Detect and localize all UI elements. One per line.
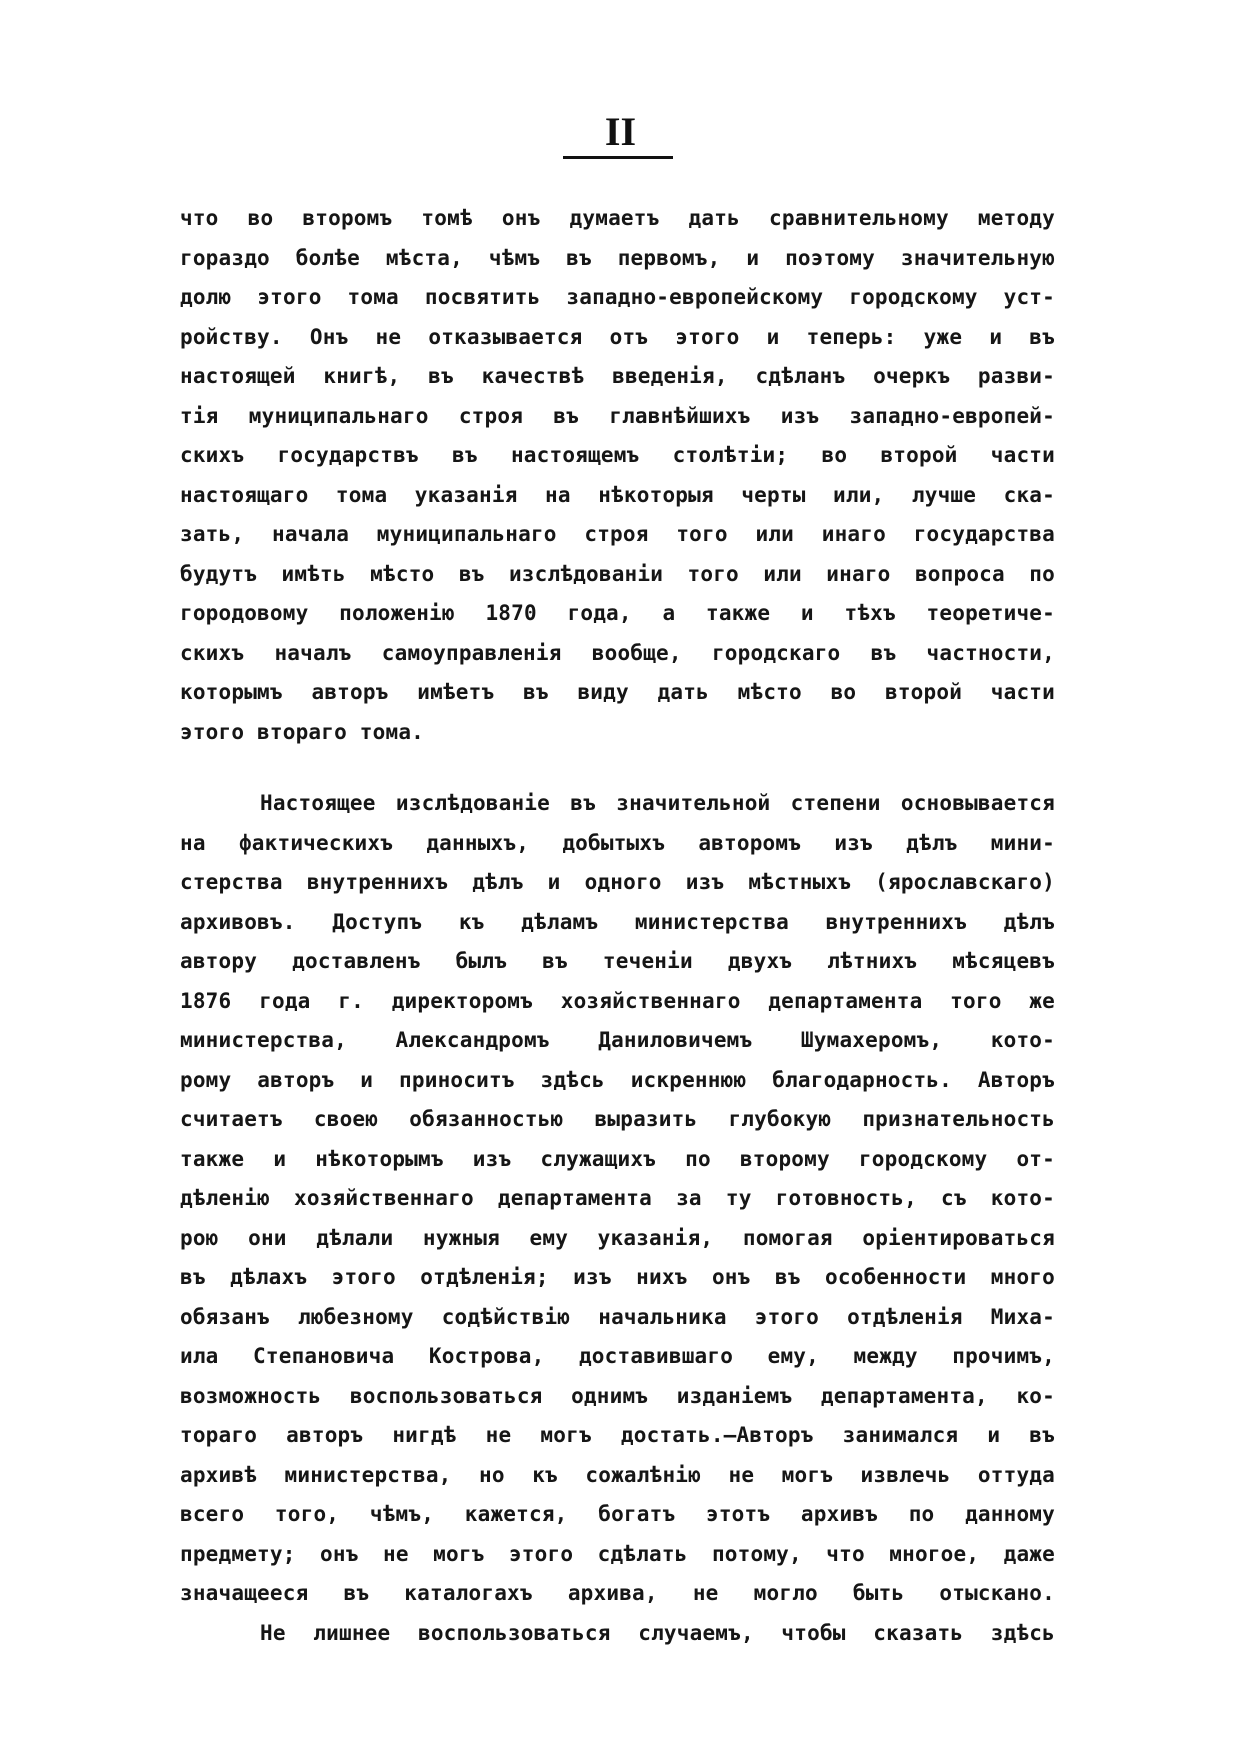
text-line: предмету; онъ не могъ этого сдѣлать потому, что многое, даже — [180, 1541, 1055, 1566]
text-line: долю этого тома посвятить западно-европейскому городскому уст- — [180, 285, 1055, 309]
page-number: II — [604, 109, 637, 154]
text-line: настоящаго тома указанія на нѣкоторыя черты или, лучше ска- — [180, 482, 1055, 507]
text-line: рою они дѣлали нужныя ему указанія, помогая оріентироваться — [180, 1225, 1055, 1250]
page-number-rule — [563, 156, 673, 159]
text-line: рому авторъ и приноситъ здѣсь искреннюю благодарность. Авторъ — [180, 1067, 1055, 1092]
text-line: всего того, чѣмъ, кажется, богатъ этотъ архивъ по данному — [180, 1502, 1055, 1526]
paragraph-sources — [180, 784, 1055, 1653]
text-line: обязанъ любезному содѣйствію начальника этого отдѣленія Миха- — [180, 1304, 1055, 1329]
text-line: возможность воспользоваться однимъ изданіемъ департамента, ко- — [180, 1383, 1055, 1408]
paragraph-continuation — [180, 199, 1055, 752]
text-line: архивѣ министерства, но къ сожалѣнію не могъ извлечь оттуда — [180, 1462, 1055, 1487]
text-line: ройству. Онъ не отказывается отъ этого и теперь: уже и въ — [180, 324, 1055, 349]
text-line: министерства, Александромъ Даниловичемъ Шумахеромъ, кото- — [180, 1028, 1055, 1052]
text-line: которымъ авторъ имѣетъ въ виду дать мѣсто во второй части — [180, 680, 1055, 704]
text-line: что во второмъ томѣ онъ думаетъ дать сравнительному методу — [180, 206, 1055, 230]
text-line: гораздо болѣе мѣста, чѣмъ въ первомъ, и поэтому значительную — [180, 245, 1055, 270]
text-line: Не лишнее воспользоваться случаемъ, чтобы сказать здѣсь — [260, 1620, 1055, 1645]
text-line: значащееся въ каталогахъ архива, не могло быть отыскано. — [180, 1581, 1055, 1605]
text-line: тораго авторъ нигдѣ не могъ достать.—Авторъ занимался и въ — [180, 1423, 1055, 1447]
text-line: городовому положенію 1870 года, а также и тѣхъ теоретиче- — [180, 601, 1055, 625]
text-line: скихъ государствъ въ настоящемъ столѣтіи; во второй части — [180, 443, 1055, 467]
text-line: будутъ имѣть мѣсто въ изслѣдованіи того или инаго вопроса по — [180, 561, 1055, 586]
text-line: въ дѣлахъ этого отдѣленія; изъ нихъ онъ въ особенности много — [180, 1265, 1055, 1289]
text-line: скихъ началъ самоуправленія вообще, городскаго въ частности, — [180, 640, 1055, 665]
text-line: ила Степановича Кострова, доставившаго ему, между прочимъ, — [180, 1344, 1055, 1368]
text-line: автору доставленъ былъ въ теченіи двухъ лѣтнихъ мѣсяцевъ — [180, 949, 1055, 973]
text-line: на фактическихъ данныхъ, добытыхъ авторомъ изъ дѣлъ мини- — [180, 830, 1055, 855]
text-line: 1876 года г. директоромъ хозяйственнаго департамента того же — [180, 988, 1055, 1013]
text-line: этого втораго тома. — [180, 719, 425, 744]
text-line: считаетъ своею обязанностью выразить глубокую признательность — [180, 1107, 1055, 1131]
text-line: стерства внутреннихъ дѣлъ и одного изъ мѣстныхъ (ярославскаго) — [180, 870, 1055, 894]
text-line: архивовъ. Доступъ къ дѣламъ министерства внутреннихъ дѣлъ — [180, 909, 1055, 934]
text-line: настоящей книгѣ, въ качествѣ введенія, сдѣланъ очеркъ разви- — [180, 364, 1055, 388]
text-line: тія муниципальнаго строя въ главнѣйшихъ изъ западно-европей- — [180, 403, 1055, 428]
text-line: также и нѣкоторымъ изъ служащихъ по второму городскому от- — [180, 1146, 1055, 1171]
text-line: дѣленію хозяйственнаго департамента за ту готовность, съ кото- — [180, 1186, 1055, 1210]
text-line: зать, начала муниципальнаго строя того или инаго государства — [180, 522, 1055, 546]
text-line: Настоящее изслѣдованіе въ значительной степени основывается — [260, 791, 1055, 815]
